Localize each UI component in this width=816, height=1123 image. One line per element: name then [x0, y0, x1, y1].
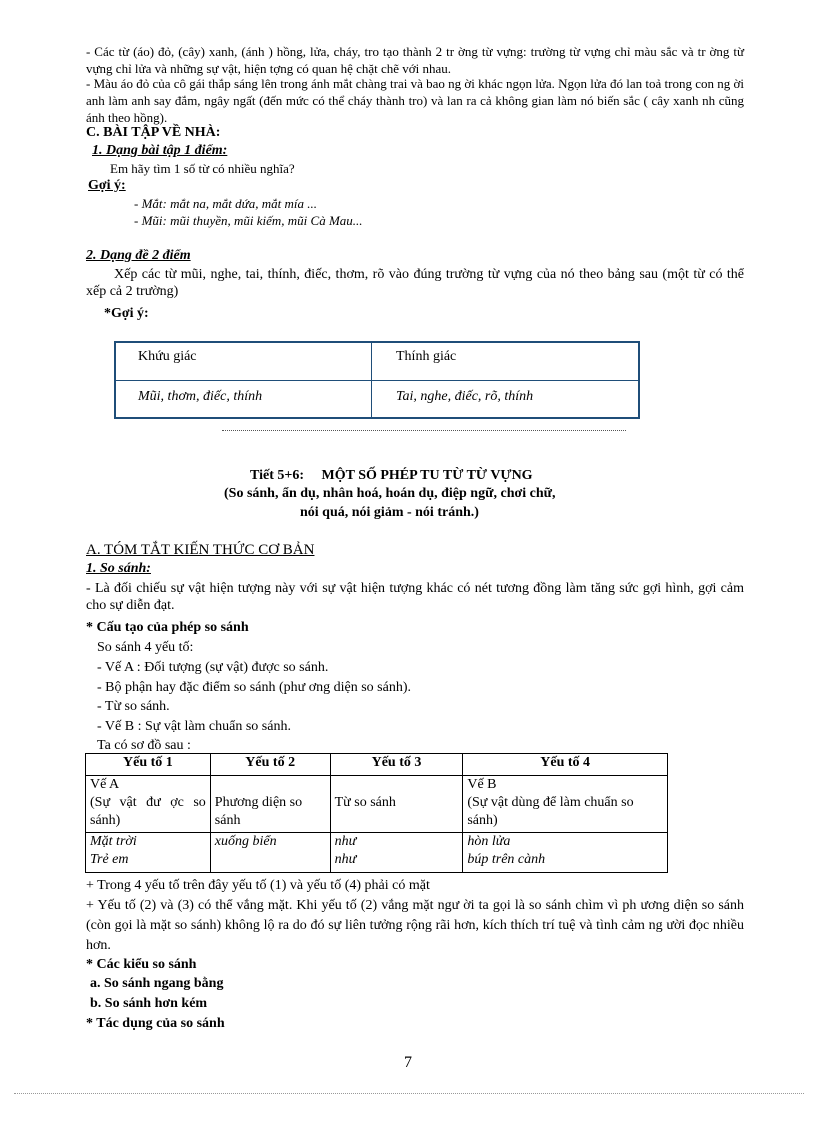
q1-title: 1. Dạng bài tập 1 điểm:	[92, 143, 228, 158]
hint-item-2: - Mũi: mũi thuyền, mũi kiếm, mũi Cà Mau...	[134, 213, 363, 228]
sense-table-header-row	[116, 343, 638, 381]
lesson-subtitle-2: nói quá, nói giảm - nói tránh.)	[300, 505, 479, 520]
table-header: Yếu tố 1	[86, 754, 211, 776]
note-1: + Trong 4 yếu tố trên đây yếu tố (1) và yếu tố (4) phải có mặt	[86, 878, 430, 893]
sense-header-hearing: Thính giác	[396, 349, 457, 364]
structure-line: - Bộ phận hay đặc điểm so sánh (phư ơng diện so sánh).	[97, 680, 411, 695]
sense-header-smell: Khứu giác	[116, 343, 372, 380]
table-cell: xuống biển	[210, 833, 330, 873]
structure-line: - Vế B : Sự vật làm chuẩn so sánh.	[97, 719, 291, 734]
structure-line: - Từ so sánh.	[97, 699, 170, 714]
table-cell: Mặt trời Trẻ em	[86, 833, 211, 873]
table-cell: Phương diện so sánh	[210, 776, 330, 833]
intro-paragraph-2: - Màu áo đỏ của cô gái thắp sáng lên trong ánh mắt chàng trai và bao ng ời khác ngọn lửa. Ngọn lửa đó lan toả trong con ng ời anh làm anh say đắm, ngây ngất (đến mức có thể cháy thành tro) và lan ra cả không gian làm nó biến sắc ( cây xanh nh cũng ánh theo hồng).	[86, 76, 744, 125]
type-a: a. So sánh ngang bằng	[90, 976, 224, 991]
type-b: b. So sánh hơn kém	[90, 996, 208, 1011]
intro-paragraph-1: - Các từ (áo) đỏ, (cây) xanh, (ánh ) hồng, lửa, cháy, tro tạo thành 2 tr ờng từ vựng: trường từ vựng chỉ màu sắc và tr ờng từ vựng chỉ lửa và những sự vật, hiện tợng có quan hệ chặt chẽ với nhau.	[86, 44, 744, 76]
table-row	[86, 776, 668, 833]
lesson-subtitle-1: (So sánh, ẩn dụ, nhân hoá, hoán dụ, điệp ngữ, chơi chữ,	[224, 486, 556, 501]
footer-divider	[14, 1093, 804, 1094]
note-2: + Yếu tố (2) và (3) có thể vắng mặt. Khi yếu tố (2) vắng mặt ngư ời ta gọi là so sánh chìm vì ph ương diện so sánh (còn gọi là mặt so sánh) không lộ ra do đó sự liên tưởng rộng rãi hơn, kích thích trí tuệ và tình cảm ng ười đọc nhiều hơn.	[86, 898, 744, 953]
comparison-types-title: * Các kiểu so sánh	[86, 957, 197, 972]
structure-title: * Cấu tạo của phép so sánh	[86, 620, 249, 635]
sense-table-value-row	[116, 380, 638, 417]
page-number: 7	[404, 1054, 412, 1071]
table-row	[86, 833, 668, 873]
table-cell: Vế B (Sự vật dùng để làm chuẩn so sánh)	[463, 776, 668, 833]
comparison-structure-table	[85, 753, 668, 873]
q1-text: Em hãy tìm 1 số từ có nhiều nghĩa?	[110, 161, 295, 176]
comparison-title: 1. So sánh:	[86, 561, 151, 576]
sense-values-hearing: Tai, nghe, điếc, rõ, thính	[396, 389, 534, 404]
section-a-title: A. TÓM TẮT KIẾN THỨC CƠ BẢN	[86, 542, 315, 558]
q2-title: 2. Dạng đề 2 điểm	[86, 248, 191, 263]
q2-text: Xếp các từ mũi, nghe, tai, thính, điếc, thơm, rõ vào đúng trường từ vựng của nó theo bảng sau (một từ có thể xếp cả 2 trường)	[86, 267, 744, 299]
structure-line: So sánh 4 yếu tố:	[97, 640, 194, 655]
hint-item-1: - Mắt: mắt na, mắt dứa, mắt mía ...	[134, 196, 317, 211]
dotted-divider	[222, 430, 626, 431]
table-header: Yếu tố 2	[210, 754, 330, 776]
table-cell: hòn lửa búp trên cành	[463, 833, 668, 873]
structure-line: - Vế A : Đối tượng (sự vật) được so sánh.	[97, 660, 329, 675]
table-cell: Vế A (Sự vật đư ợc so sánh)	[86, 776, 211, 833]
table-header: Yếu tố 3	[330, 754, 463, 776]
sense-field-table	[114, 341, 640, 419]
table-header: Yếu tố 4	[463, 754, 668, 776]
comparison-effect-title: * Tác dụng của so sánh	[86, 1016, 225, 1031]
lesson-number: Tiết 5+6:	[250, 468, 304, 483]
sense-values-smell: Mũi, thơm, điếc, thính	[116, 380, 372, 417]
lesson-name: MỘT SỐ PHÉP TU TỪ TỪ VỰNG	[321, 468, 533, 483]
hint-label: Gợi ý:	[88, 178, 126, 193]
comparison-definition: - Là đối chiếu sự vật hiện tượng này với sự vật hiện tượng khác có nét tương đồng làm tăng sức gợi hình, gợi cảm cho sự diễn đạt.	[86, 581, 744, 613]
hint2-label: *Gợi ý:	[104, 306, 149, 321]
structure-line: Ta có sơ đồ sau :	[97, 738, 191, 753]
table-cell: Từ so sánh	[330, 776, 463, 833]
section-c-title: C. BÀI TẬP VỀ NHÀ:	[86, 125, 221, 140]
table-cell: như như	[330, 833, 463, 873]
table-header-row	[86, 754, 668, 776]
lesson-title	[250, 467, 670, 485]
